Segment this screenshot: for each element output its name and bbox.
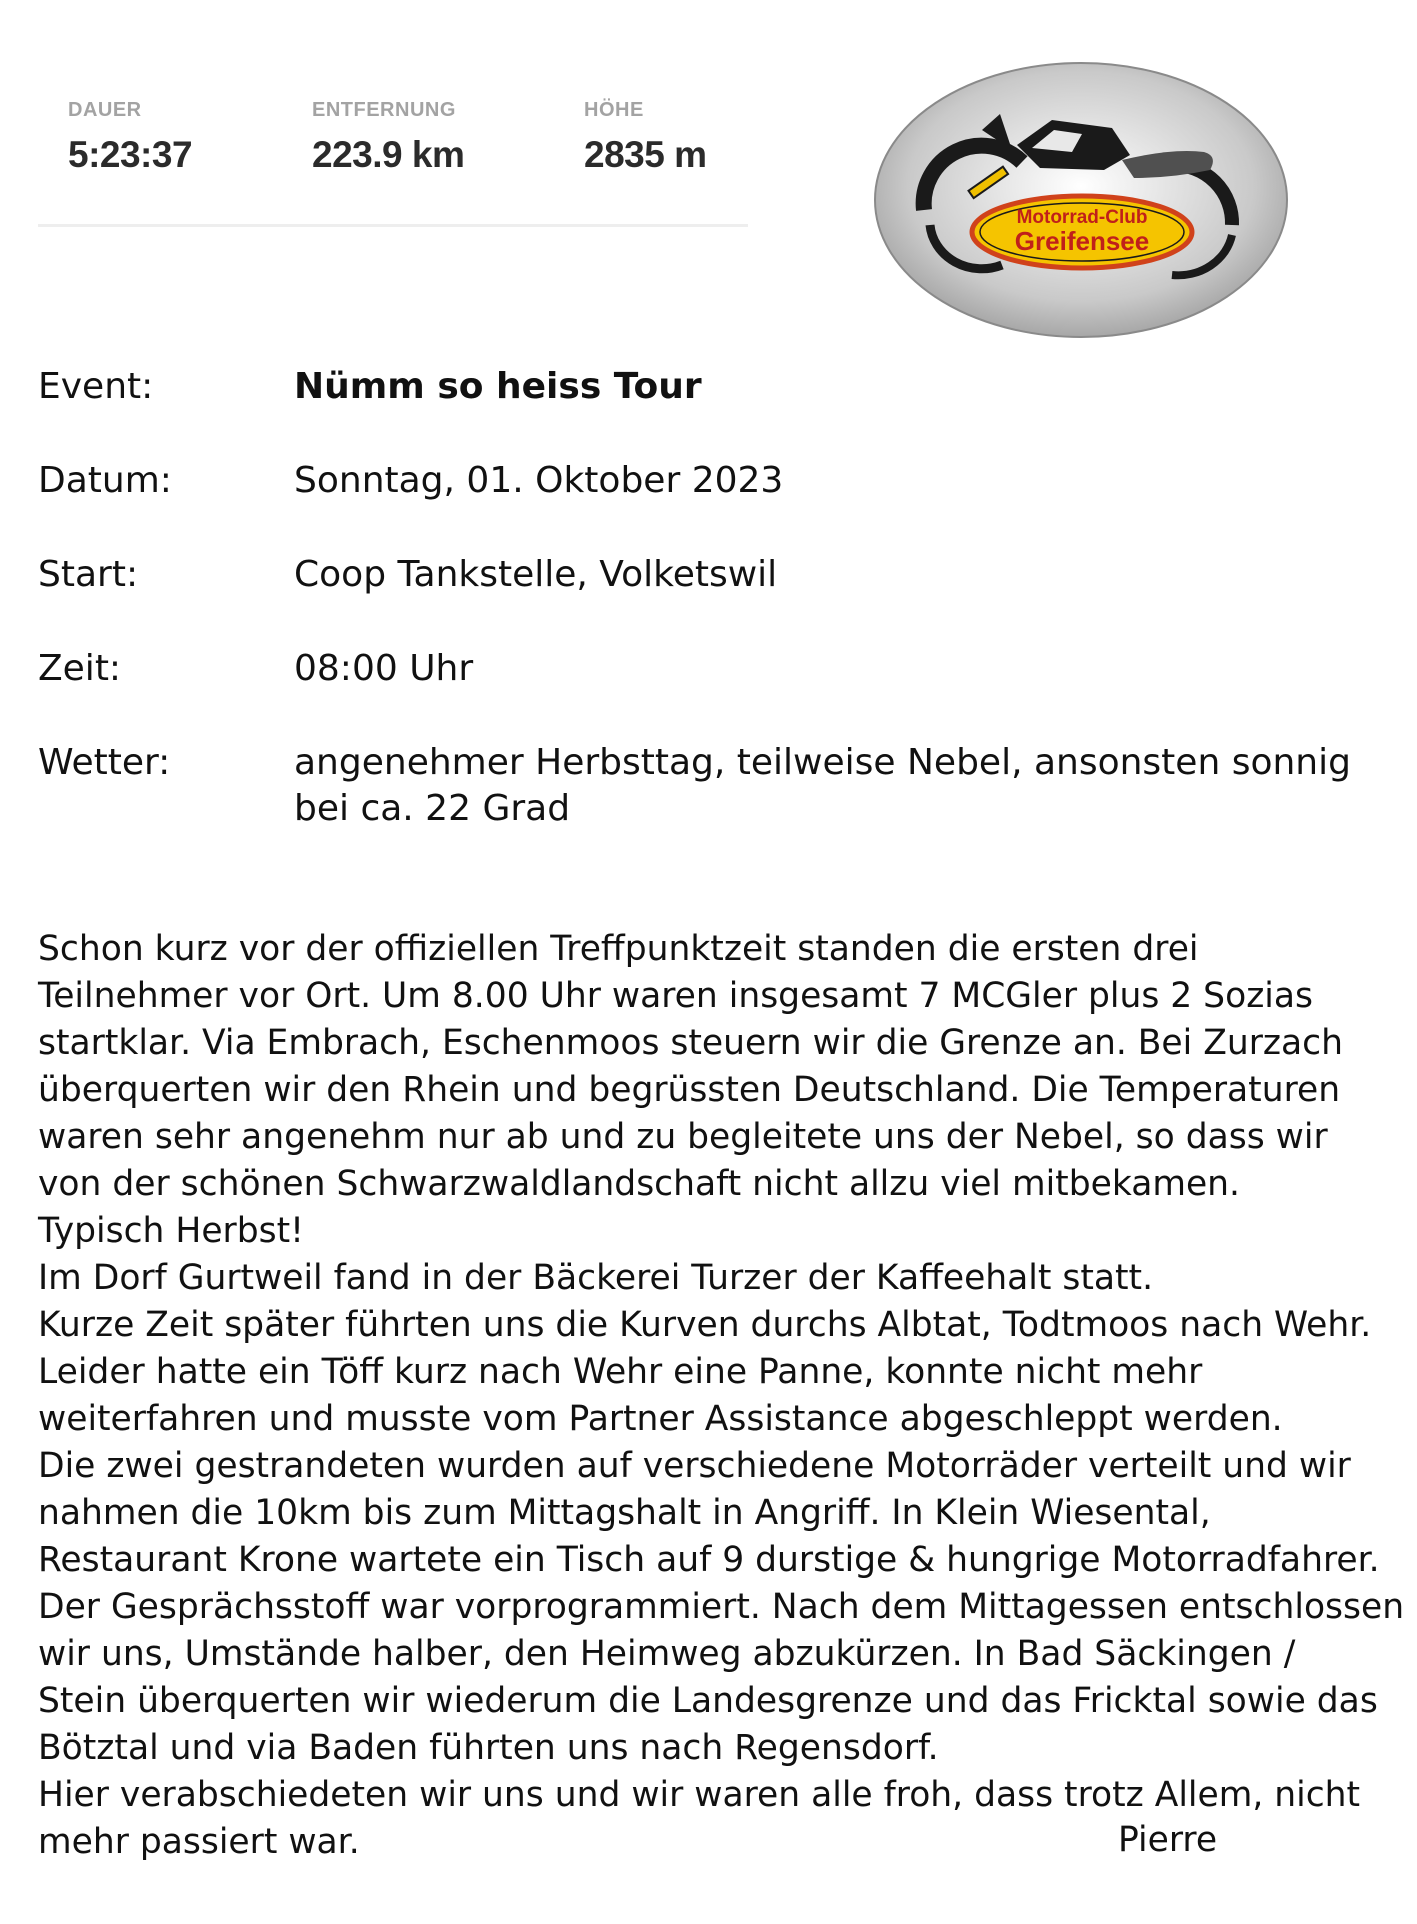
club-logo [872, 60, 1290, 340]
event-value: Nümm so heiss Tour [294, 366, 702, 407]
tour-report [38, 926, 1405, 1866]
signature: Pierre [1118, 1820, 1218, 1860]
report-line: waren sehr angenehm nur ab und zu begleitete uns der Nebel, so dass wir [38, 1117, 1328, 1157]
report-line: wir uns, Umstände halber, den Heimweg abzukürzen. In Bad Säckingen / [38, 1634, 1296, 1674]
stat-label: DAUER [68, 99, 142, 121]
report-line: mehr passiert war. [38, 1822, 360, 1862]
weather-value-cont: bei ca. 22 Grad [294, 788, 571, 829]
weather-label: Wetter: [38, 742, 171, 783]
stat-duration [68, 98, 192, 176]
time-value: 08:00 Uhr [294, 648, 474, 689]
time-label: Zeit: [38, 648, 122, 689]
date-label: Datum: [38, 460, 172, 501]
logo-line2: Greifensee [1014, 226, 1150, 256]
stat-value: 2835 m [584, 134, 707, 175]
start-label: Start: [38, 554, 139, 595]
stat-value: 5:23:37 [68, 134, 193, 175]
stat-elevation [584, 98, 707, 176]
report-line: Stein überquerten wir wiederum die Landesgrenze und das Fricktal sowie das [38, 1681, 1378, 1721]
report-line: Typisch Herbst! [38, 1211, 304, 1251]
stat-label: ENTFERNUNG [312, 99, 456, 121]
report-line: überquerten wir den Rhein und begrüssten Deutschland. Die Temperaturen [38, 1070, 1341, 1110]
report-line: Der Gesprächsstoff war vorprogrammiert. Nach dem Mittagessen entschlossen [38, 1587, 1405, 1627]
report-line: Die zwei gestrandeten wurden auf verschiedene Motorräder verteilt und wir [38, 1446, 1351, 1486]
start-value: Coop Tankstelle, Volketswil [294, 554, 778, 595]
stat-label: HÖHE [584, 99, 644, 121]
activity-stats [38, 98, 748, 226]
report-line: Hier verabschiedeten wir uns und wir waren alle froh, dass trotz Allem, nicht [38, 1775, 1361, 1815]
report-line: weiterfahren und musste vom Partner Assistance abgeschleppt werden. [38, 1399, 1283, 1439]
stat-value: 223.9 km [312, 134, 465, 175]
report-line: Im Dorf Gurtweil fand in der Bäckerei Turzer der Kaffeehalt statt. [38, 1258, 1154, 1298]
report-line: Kurze Zeit später führten uns die Kurven durchs Albtat, Todtmoos nach Wehr. [38, 1305, 1372, 1345]
logo-line1: Motorrad-Club [1016, 207, 1148, 228]
report-line: Schon kurz vor der offiziellen Treffpunktzeit standen die ersten drei [38, 929, 1199, 969]
report-line: Bötztal und via Baden führten uns nach Regensdorf. [38, 1728, 939, 1768]
report-line: Restaurant Krone wartete ein Tisch auf 9 durstige & hungrige Motorradfahrer. [38, 1540, 1380, 1580]
divider [38, 224, 748, 227]
report-line: nahmen die 10km bis zum Mittagshalt in Angriff. In Klein Wiesental, [38, 1493, 1211, 1533]
report-line: von der schönen Schwarzwaldlandschaft nicht allzu viel mitbekamen. [38, 1164, 1241, 1204]
stat-distance [312, 98, 464, 176]
event-label: Event: [38, 366, 154, 407]
report-line: Teilnehmer vor Ort. Um 8.00 Uhr waren insgesamt 7 MCGler plus 2 Sozias [38, 976, 1314, 1016]
weather-value: angenehmer Herbsttag, teilweise Nebel, ansonsten sonnig [294, 742, 1351, 783]
date-value: Sonntag, 01. Oktober 2023 [294, 460, 784, 501]
report-line: Leider hatte ein Töff kurz nach Wehr eine Panne, konnte nicht mehr [38, 1352, 1203, 1392]
report-line: startklar. Via Embrach, Eschenmoos steuern wir die Grenze an. Bei Zurzach [38, 1023, 1343, 1063]
